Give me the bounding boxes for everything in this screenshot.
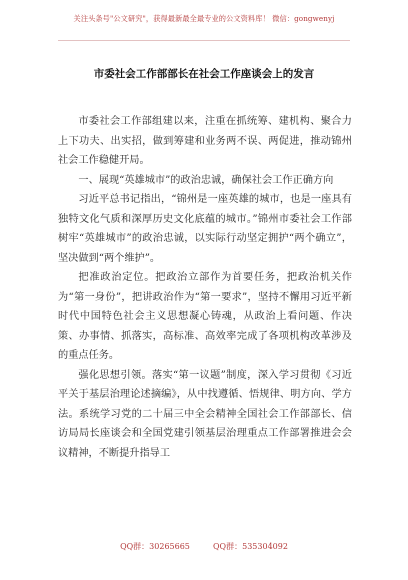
section-heading-1: 一、展现“英雄城市”的政治忠诚，确保社会工作正确方向 bbox=[78, 174, 334, 186]
paragraph-intro: 市委社会工作部组建以来，注重在抓统筹、建机构、聚合力上下功夫、出实招，做到筹建和业务两不误、两促进，推动锦州社会工作稳健开局。 bbox=[58, 116, 352, 166]
paragraph-political-position: 把准政治定位。把政治立部作为首要任务，把政治机关作为“第一身份”，把讲政治作为“第一要求”，坚持不懈用习近平新时代中国特色社会主义思想凝心铸魂，从政治上看问题、作决策、办事情、抓落实，高标准、高效率完成了各项机构改革涉及的重点任务。 bbox=[58, 272, 352, 361]
footer-qq-group-2: QQ群：535304092 bbox=[213, 542, 288, 551]
paragraph-quote: 习近平总书记指出，“锦州是一座英雄的城市，也是一座具有独特文化气质和深厚历史文化底蕴的城市。”锦州市委社会工作部树牢“英雄城市”的政治忠诚，以实际行动坚定拥护“两个确立”，坚决做到“两个维护”。 bbox=[58, 194, 352, 264]
document-body bbox=[58, 112, 352, 463]
footer-contact bbox=[0, 541, 408, 552]
document-title: 市委社会工作部部长在社会工作座谈会上的发言 bbox=[93, 68, 315, 80]
footer-qq-group-1: QQ群：30265665 bbox=[120, 542, 190, 551]
header-banner: 关注头条号"公文研究"，获得最新最全最专业的公文资料库！ 微信：gongwenyj bbox=[73, 14, 335, 23]
header-divider bbox=[58, 40, 350, 41]
paragraph-ideological-guidance: 强化思想引领。落实“第一议题”制度，深入学习贯彻《习近平关于基层治理论述摘编》，从中找遵循、悟规律、明方向、学方法。系统学习党的二十届三中全会精神全国社会工作部部长、信访局局长座谈会和全国党建引领基层治理重点工作部署推进会会议精神，不断提升指导工 bbox=[58, 369, 352, 459]
